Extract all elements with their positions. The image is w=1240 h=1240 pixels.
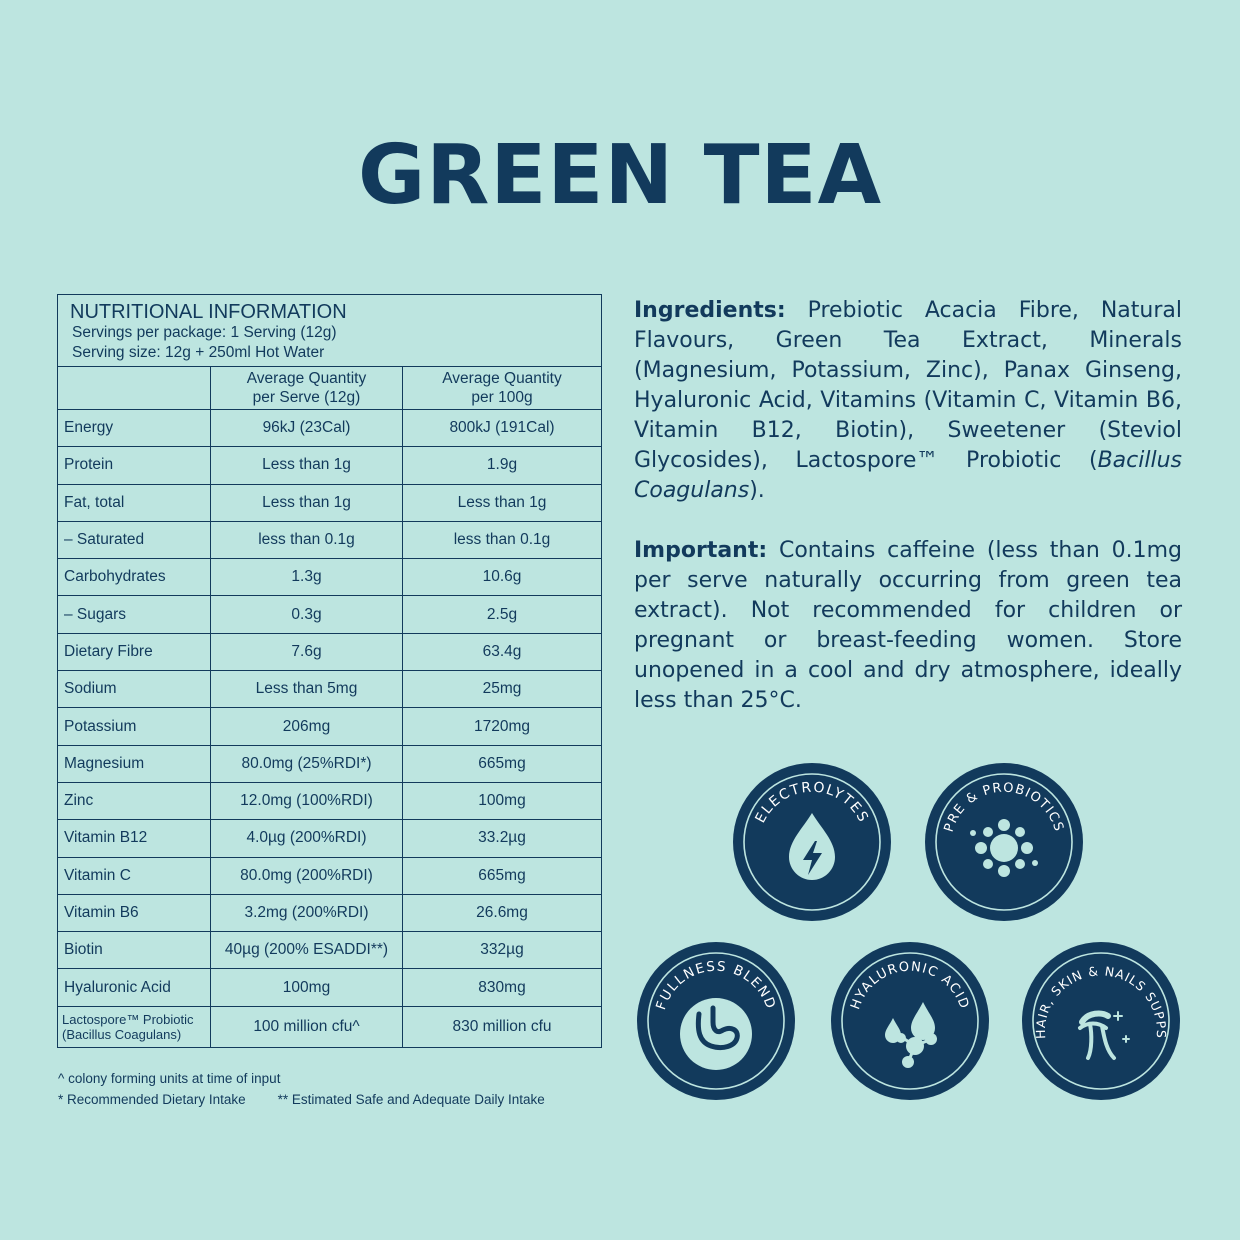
nutrient-name: Vitamin B12 (58, 820, 211, 857)
table-row (58, 820, 601, 857)
table-row (58, 782, 601, 819)
table-row (58, 1006, 601, 1047)
ingredients-list: Prebiotic Acacia Fibre, Natural Flavours, Green Tea Extract, Minerals (Magnesium, Potassium, Zinc), Panax Ginseng, Hyaluronic Acid, Vitamins (Vitamin C, Vitamin B6, Vitamin B12, Biotin), Sweetener (Steviol Glycosides), Lactospore™ Probiotic ( (634, 298, 1182, 473)
svg-text:HYALURONIC ACID (848, 959, 972, 1011)
per-serve-value: 3.2mg (200%RDI) (211, 894, 403, 931)
table-header-row (58, 367, 601, 410)
nutrition-panel (57, 294, 602, 1048)
per-serve-value: 96kJ (23Cal) (211, 410, 403, 447)
ingredients-label: Ingredients: (634, 298, 786, 323)
table-row (58, 745, 601, 782)
badge-label: HYALURONIC ACID (848, 959, 972, 1012)
nutrient-name: Vitamin B6 (58, 894, 211, 931)
per-100g-value: 665mg (403, 745, 602, 782)
per-100g-value: 10.6g (403, 559, 602, 596)
ingredients-italic: Bacillus Coagulans (634, 448, 1182, 503)
per-100g-value: 830mg (403, 969, 602, 1006)
serving-size: Serving size: 12g + 250ml Hot Water (72, 344, 325, 361)
footnote-esaddi: ** Estimated Safe and Adequate Daily Intake (277, 1092, 545, 1107)
table-row (58, 484, 601, 521)
fullness-blend-badge (637, 942, 795, 1100)
per-100g-value: 26.6mg (403, 894, 602, 931)
nutrient-name: Energy (58, 410, 211, 447)
per-serve-value: 80.0mg (25%RDI*) (211, 745, 403, 782)
stomach-icon (680, 998, 752, 1070)
servings-per-package: Servings per package: 1 Serving (12g) (72, 324, 337, 341)
important-text (634, 536, 1182, 716)
per-100g-value: Less than 1g (403, 484, 602, 521)
nutrition-header (58, 295, 601, 367)
nutrient-name: Lactospore™ Probiotic (Bacillus Coagulans) (58, 1006, 211, 1047)
per-100g-value: 800kJ (191Cal) (403, 410, 602, 447)
per-serve-value: 12.0mg (100%RDI) (211, 782, 403, 819)
ingredients-text (634, 296, 1182, 506)
important-label: Important: (634, 538, 768, 563)
per-serve-value: 4.0µg (200%RDI) (211, 820, 403, 857)
important-body: Contains caffeine (less than 0.1mg per serve naturally occurring from green tea extract). Not recommended for children or pregnant or breast-feeding women. Store unopened in a cool and dry atmosphere, ideally less than 25°C. (634, 538, 1182, 713)
table-row (58, 447, 601, 484)
probiotic-cells-icon (970, 819, 1038, 877)
per-100g-value: 25mg (403, 671, 602, 708)
nutrient-name: Carbohydrates (58, 559, 211, 596)
header-blank (58, 367, 211, 410)
footnote-rdi: * Recommended Dietary Intake (58, 1092, 246, 1107)
per-serve-value: 80.0mg (200%RDI) (211, 857, 403, 894)
per-serve-value: 7.6g (211, 633, 403, 670)
nutrient-name: Vitamin C (58, 857, 211, 894)
nutrient-name: Potassium (58, 708, 211, 745)
badge-label: PRE & PROBIOTICS (941, 780, 1067, 834)
nutrient-name: Fat, total (58, 484, 211, 521)
per-serve-value: 1.3g (211, 559, 403, 596)
per-100g-value: 63.4g (403, 633, 602, 670)
table-row (58, 932, 601, 969)
footnote-cfu: ^ colony forming units at time of input (58, 1071, 281, 1086)
per-100g-value: 2.5g (403, 596, 602, 633)
table-row (58, 857, 601, 894)
per-serve-value: less than 0.1g (211, 521, 403, 558)
per-serve-value: Less than 1g (211, 447, 403, 484)
per-serve-value: 0.3g (211, 596, 403, 633)
nutrition-heading: NUTRITIONAL INFORMATION (70, 301, 347, 323)
per-serve-value: Less than 1g (211, 484, 403, 521)
nutrient-name: Dietary Fibre (58, 633, 211, 670)
per-serve-value: 206mg (211, 708, 403, 745)
per-100g-value: 665mg (403, 857, 602, 894)
nutrition-table (58, 367, 601, 1047)
hair-skin-nail-icon (1080, 1012, 1129, 1058)
nutrient-name: – Saturated (58, 521, 211, 558)
table-row (58, 894, 601, 931)
per-100g-value: 1.9g (403, 447, 602, 484)
per-100g-value: 100mg (403, 782, 602, 819)
header-per-100g: Average Quantity per 100g (403, 367, 602, 410)
table-row (58, 410, 601, 447)
nutrient-name: Magnesium (58, 745, 211, 782)
water-drop-lightning-icon (789, 813, 835, 880)
per-100g-value: 830 million cfu (403, 1006, 602, 1047)
badge-label: ELECTROLYTES (752, 779, 872, 826)
footnotes (58, 1068, 545, 1110)
ingredients-end: ). (749, 478, 765, 503)
nutrient-name: Protein (58, 447, 211, 484)
per-100g-value: 332µg (403, 932, 602, 969)
header-per-serve: Average Quantity per Serve (12g) (211, 367, 403, 410)
per-100g-value: 1720mg (403, 708, 602, 745)
per-serve-value: Less than 5mg (211, 671, 403, 708)
nutrient-name: Sodium (58, 671, 211, 708)
table-row (58, 596, 601, 633)
badge-label: HAIR, SKIN & NAILS SUPPS (1032, 963, 1170, 1040)
table-row (58, 521, 601, 558)
hair-skin-nails-badge (1022, 942, 1180, 1100)
nutrient-name: Zinc (58, 782, 211, 819)
electrolytes-badge (733, 763, 891, 921)
table-row (58, 559, 601, 596)
per-serve-value: 100 million cfu^ (211, 1006, 403, 1047)
per-serve-value: 40µg (200% ESADDI**) (211, 932, 403, 969)
per-100g-value: less than 0.1g (403, 521, 602, 558)
pre-probiotics-badge (925, 763, 1083, 921)
table-row (58, 633, 601, 670)
badge-label: FULLNESS BLEND (653, 958, 779, 1012)
table-row (58, 671, 601, 708)
table-row (58, 969, 601, 1006)
page-title: GREEN TEA (357, 128, 883, 223)
nutrient-name: Hyaluronic Acid (58, 969, 211, 1006)
per-100g-value: 33.2µg (403, 820, 602, 857)
nutrient-name: – Sugars (58, 596, 211, 633)
hyaluronic-acid-badge (831, 942, 989, 1100)
table-row (58, 708, 601, 745)
molecule-drops-icon (885, 1002, 937, 1068)
per-serve-value: 100mg (211, 969, 403, 1006)
nutrient-name: Biotin (58, 932, 211, 969)
